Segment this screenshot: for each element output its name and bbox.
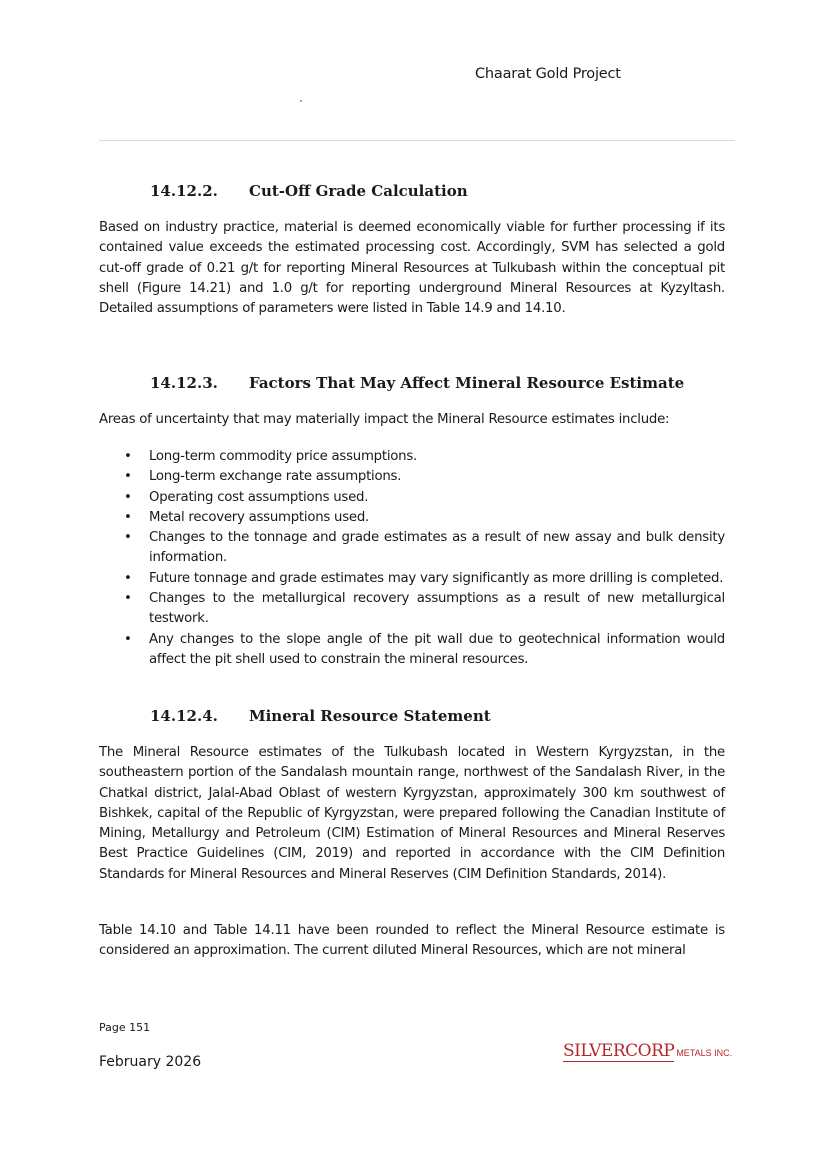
list-item: • Changes to the tonnage and grade estimates as a result of new assay and bulk density information.	[99, 528, 725, 569]
list-item: • Operating cost assumptions used.	[99, 488, 725, 508]
logo-suffix: METALS INC.	[676, 1048, 733, 1058]
section-heading-cutoff	[150, 182, 468, 200]
statement-paragraph-1: The Mineral Resource estimates of the Tulkubash located in Western Kyrgyzstan, in the southeastern portion of the Sandalash mountain range, northwest of the Sandalash River, in the Chatkal district, Jalal-Abad Oblast of western Kyrgyzstan, approximately 300 km southwest of Bishkek, capital of the Republic of Kyrgyzstan, were prepared following the Canadian Institute of Mining, Metallurgy and Petroleum (CIM) Estimation of Mineral Resources and Mineral Reserves Best Practice Guidelines (CIM, 2019) and reported in accordance with the CIM Definition Standards for Mineral Resources and Mineral Reserves (CIM Definition Standards, 2014).	[99, 745, 725, 882]
cutoff-paragraph: Based on industry practice, material is deemed economically viable for further processing if its contained value exceeds the estimated processing cost. Accordingly, SVM has selected a gold cut-off grade of 0.21 g/t for reporting Mineral Resources at Tulkubash within the conceptual pit shell (Figure 14.21) and 1.0 g/t for reporting underground Mineral Resources at Kyzyltash. Detailed assumptions of parameters were listed in Table 14.9 and 14.10.	[99, 220, 725, 317]
list-item: • Long-term exchange rate assumptions.	[99, 467, 725, 487]
header-divider	[99, 140, 735, 141]
list-item: • Metal recovery assumptions used.	[99, 508, 725, 528]
list-item: • Future tonnage and grade estimates may vary significantly as more drilling is completed.	[99, 569, 725, 589]
factors-list	[99, 447, 725, 670]
factors-intro: Areas of uncertainty that may materially impact the Mineral Resource estimates include:	[99, 412, 670, 427]
section-number: 14.12.4.	[150, 707, 218, 725]
list-item: • Long-term commodity price assumptions.	[99, 447, 725, 467]
section-title: Mineral Resource Statement	[249, 707, 491, 725]
section-heading-statement	[150, 707, 491, 725]
section-number: 14.12.3.	[150, 374, 218, 392]
section-title: Cut-Off Grade Calculation	[249, 182, 468, 200]
section-title: Factors That May Affect Mineral Resource Estimate	[249, 374, 685, 392]
document-header-title: Chaarat Gold Project	[475, 66, 621, 82]
section-number: 14.12.2.	[150, 182, 218, 200]
statement-paragraph-2: Table 14.10 and Table 14.11 have been rounded to reflect the Mineral Resource estimate is considered an approximation. The current diluted Mineral Resources, which are not mineral	[99, 923, 725, 959]
document-date: February 2026	[99, 1054, 202, 1070]
silvercorp-logo	[563, 1041, 732, 1061]
header-dot	[300, 100, 302, 102]
page-number: Page 151	[99, 1021, 151, 1034]
list-item: • Any changes to the slope angle of the pit wall due to geotechnical information would affect the pit shell used to constrain the mineral resources.	[99, 630, 725, 671]
list-item: • Changes to the metallurgical recovery assumptions as a result of new metallurgical testwork.	[99, 589, 725, 630]
logo-brand: SILVERCORP	[563, 1041, 675, 1061]
section-heading-factors	[150, 374, 684, 392]
